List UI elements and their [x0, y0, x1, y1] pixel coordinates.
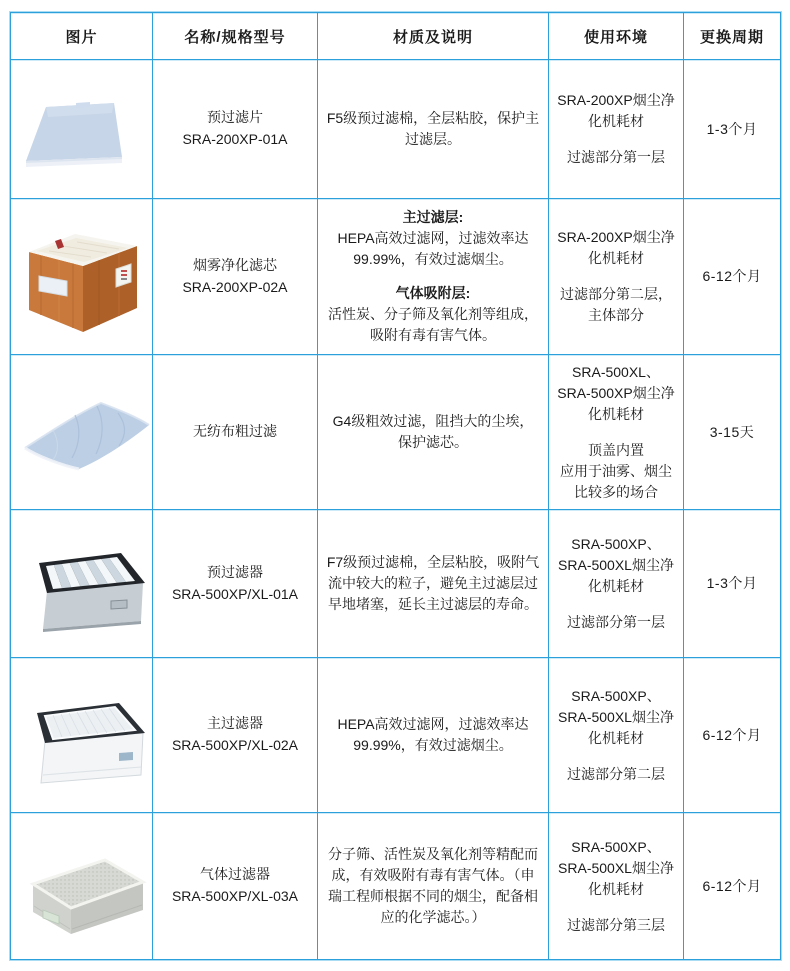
material-section-body: 活性炭、分子筛及氧化剂等组成，吸附有毒有害气体。: [328, 306, 538, 343]
product-image-cell: [11, 813, 153, 960]
material-section-body: HEPA高效过滤网，过滤效率达99.99%，有效过滤烟尘。: [337, 230, 529, 267]
env-layer-line1: 过滤部分第二层: [567, 765, 665, 782]
product-image-cell: [11, 355, 153, 510]
env-layer: [557, 612, 675, 633]
env-layer-line1: 过滤部分第二层，: [560, 286, 672, 302]
environment-cell: [549, 355, 684, 510]
cycle-text: 6-12个月: [702, 726, 762, 743]
material-cell: [318, 658, 549, 813]
product-name-cell: [153, 199, 318, 355]
header-name-spec: 名称/规格型号: [153, 13, 318, 60]
cycle-cell: [684, 199, 781, 355]
material-text: 分子筛、活性炭及氧化剂等精配而成，有效吸附有毒有害气体。（申瑞工程师根据不同的烟尘，配备相应的化学滤芯。）: [328, 846, 538, 925]
material-section-gas: [326, 283, 540, 346]
cycle-text: 1-3个月: [706, 575, 758, 591]
material-text: F5级预过滤棉，全层粘胶，保护主过滤层。: [326, 110, 540, 147]
env-machine: SRA-500XP、SRA-500XL烟尘净化机耗材: [558, 838, 674, 897]
product-model: SRA-500XP/XL-03A: [171, 888, 299, 904]
prefilter-sheet-photo: [22, 79, 142, 179]
product-model: SRA-500XP/XL-01A: [171, 585, 299, 602]
material-text: F7级预过滤棉，全层粘胶，吸附气流中较大的粒子，避免主过滤层过早地堵塞，延长主过滤层的寿命。: [326, 554, 540, 612]
environment-cell: [549, 658, 684, 813]
material-text: G4级粗效过滤，阻挡大的尘埃，保护滤芯。: [332, 413, 534, 450]
environment-cell: [549, 199, 684, 355]
env-layer: [557, 915, 675, 936]
product-model: SRA-200XP-01A: [182, 131, 288, 147]
cycle-cell: [684, 658, 781, 813]
environment-cell: [549, 510, 684, 658]
env-layer: [557, 284, 675, 326]
table-row: [11, 355, 781, 510]
product-name: 气体过滤器: [200, 866, 270, 883]
table-row: [11, 60, 781, 199]
cycle-cell: [684, 510, 781, 658]
product-image-cell: [11, 658, 153, 813]
gas-filter-photo: [19, 834, 151, 938]
product-name: 烟雾净化滤芯: [193, 256, 277, 273]
material-cell: [318, 355, 549, 510]
env-machine: SRA-500XL、SRA-500XP烟尘净化机耗材: [557, 363, 675, 422]
table-row: [11, 199, 781, 355]
environment-cell: [549, 60, 684, 199]
env-machine: SRA-500XP、SRA-500XL烟尘净化机耗材: [558, 536, 674, 594]
env-layer-line2: 主体部分: [588, 307, 644, 323]
env-layer-line1: 过滤部分第一层: [567, 614, 665, 630]
material-cell: [318, 813, 549, 960]
product-name: 预过滤器: [207, 563, 263, 580]
product-name-cell: [153, 60, 318, 199]
material-text: HEPA高效过滤网，过滤效率达99.99%，有效过滤烟尘。: [337, 716, 529, 753]
material-section-main: [326, 207, 540, 270]
cycle-cell: [684, 813, 781, 960]
product-image-cell: [11, 60, 153, 199]
header-row: [11, 13, 781, 60]
material-section-title: 气体吸附层:: [395, 285, 471, 301]
nonwoven-cloth-photo: [19, 386, 153, 478]
material-cell: [318, 60, 549, 199]
header-material: 材质及说明: [318, 13, 549, 60]
material-cell: [318, 199, 549, 355]
env-layer-line1: 过滤部分第三层: [567, 916, 665, 933]
env-layer-line2: 应用于油雾、烟尘比较多的场合: [560, 462, 672, 500]
main-hepa-filter-photo: [19, 683, 151, 787]
env-layer: [557, 764, 675, 785]
cycle-text: 3-15天: [709, 423, 755, 440]
product-name-cell: [153, 813, 318, 960]
table-row: [11, 510, 781, 658]
product-name-cell: [153, 658, 318, 813]
header-cycle: 更换周期: [684, 13, 781, 60]
cycle-cell: [684, 60, 781, 199]
cycle-text: 6-12个月: [702, 877, 762, 894]
filter-spec-table: [10, 12, 781, 960]
env-layer-line1: 过滤部分第一层: [567, 149, 665, 165]
smoke-filter-cartridge-photo: [19, 216, 147, 338]
product-model: SRA-200XP-02A: [182, 278, 288, 295]
env-layer: [557, 147, 675, 168]
table-row: [11, 813, 781, 960]
product-name-cell: [153, 355, 318, 510]
environment-cell: [549, 813, 684, 960]
env-layer-line1: 顶盖内置: [588, 441, 644, 458]
env-layer: [557, 440, 675, 503]
env-machine: SRA-200XP烟尘净化机耗材: [557, 229, 675, 266]
header-image: 图片: [11, 13, 153, 60]
header-environment: 使用环境: [549, 13, 684, 60]
material-cell: [318, 510, 549, 658]
product-name: 预过滤片: [207, 109, 263, 126]
product-image-cell: [11, 510, 153, 658]
product-name-cell: [153, 510, 318, 658]
env-machine: SRA-200XP烟尘净化机耗材: [557, 92, 675, 129]
pleated-prefilter-photo: [19, 533, 151, 635]
product-model: SRA-500XP/XL-02A: [171, 737, 299, 753]
cycle-text: 1-3个月: [706, 120, 758, 137]
product-image-cell: [11, 199, 153, 355]
material-section-title: 主过滤层:: [402, 209, 464, 225]
cycle-cell: [684, 355, 781, 510]
product-name: 无纺布粗过滤: [193, 423, 277, 440]
cycle-text: 6-12个月: [702, 268, 762, 284]
table-row: [11, 658, 781, 813]
env-machine: SRA-500XP、SRA-500XL烟尘净化机耗材: [558, 687, 674, 746]
product-name: 主过滤器: [207, 715, 263, 732]
